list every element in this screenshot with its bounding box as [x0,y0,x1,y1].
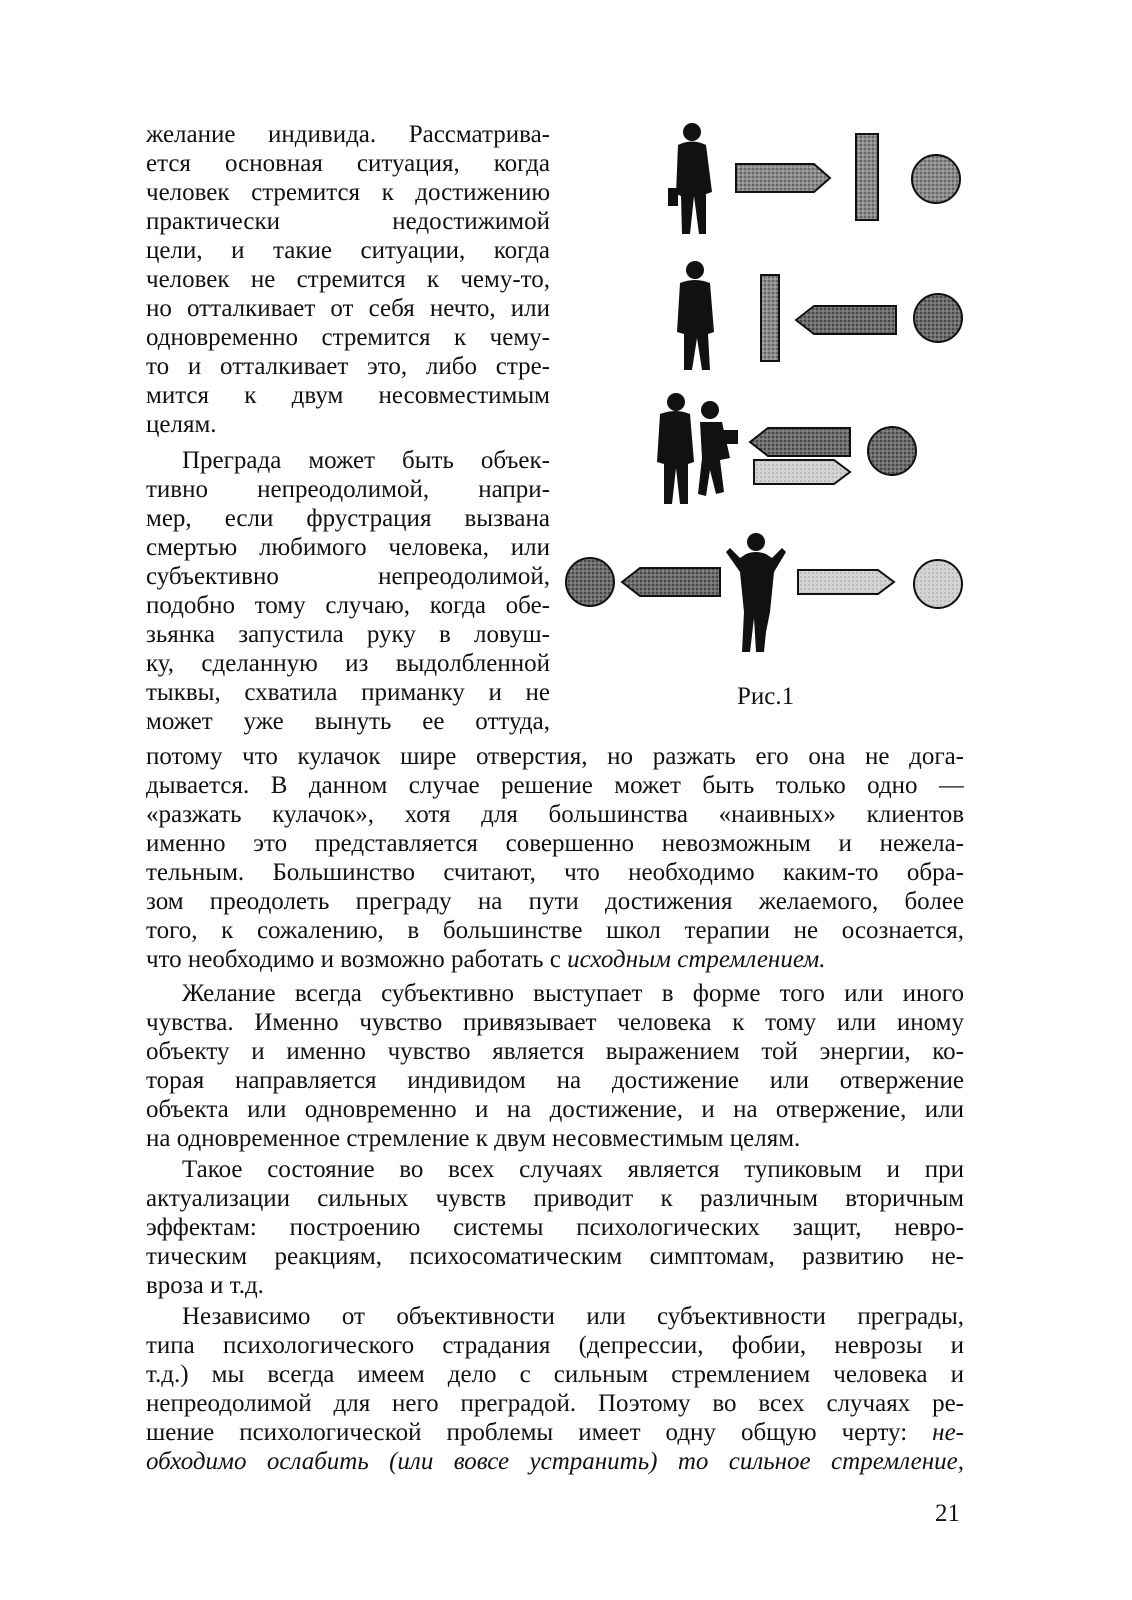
figure-illustration [560,112,980,672]
text-line: человек стремится к достижению [146,179,550,206]
text-line: ется основная ситуация, когда [146,150,550,177]
text-line-mixed [146,945,964,975]
text-line: вроза и т.д. [146,1272,264,1299]
goal-circle-icon [914,294,962,342]
text-line: т.д.) мы всегда имеем дело с сильным стремлением человека и [146,1361,964,1388]
text-line: объекта или одновременно и на достижение, и на отвержение, или [146,1096,964,1123]
arrow-right-icon [754,460,850,484]
text-line: Желание всегда субъективно выступает в форме того или иного [182,980,964,1007]
row-2-figure [677,261,962,370]
text-line: зом преодолеть преграду на пути достижения желаемого, более [146,888,964,915]
text-line: желание индивида. Рассматрива- [146,121,550,148]
goal-circle-icon [566,558,614,606]
person-icon [726,533,786,652]
page-number: 21 [935,1500,960,1527]
text-line: мер, если фрустрация вызвана [146,505,550,532]
text-line: тельным. Большинство считают, что необходимо каким-то обра- [146,859,964,886]
text-line: тыквы, схватила приманку и не [146,679,550,706]
text-line: потому что кулачок шире отверстия, но разжать его она не дога- [146,743,964,770]
text-line: именно это представляется совершенно невозможным и нежела- [146,830,964,857]
row-3-figure [657,393,916,504]
text-line: того, к сожалению, в большинстве школ терапии не осознается, [146,917,964,944]
arrow-left-icon [796,306,896,334]
text-line: эффектам: построению системы психологических защит, невро- [146,1214,964,1241]
text-line-mixed [146,1418,964,1448]
text-line: Такое состояние во всех случаях является тупиковым и при [182,1156,964,1183]
text-line: подобно тому случаю, когда обе- [146,592,550,619]
emphasis-text: исходным стремлением. [567,946,826,973]
text-run: шение психологической проблемы имеет одну общую черту: [146,1419,933,1446]
text-line: целям. [146,411,217,438]
emphasis-text: не- [932,1419,964,1446]
text-line: «разжать кулачок», хотя для большинства «наивных» клиентов [146,801,964,828]
goal-circle-icon [914,560,962,608]
text-line: Независимо от объективности или субъективности преграды, [182,1303,964,1330]
text-line: дывается. В данном случае решение может быть только одно — [146,772,964,799]
text-line: смертью любимого человека, или [146,534,550,561]
text-line: человек не стремится к чему-то, [146,266,550,293]
text-line: чувства. Именно чувство привязывает человека к тому или иному [146,1009,964,1036]
figure-caption: Рис.1 [737,683,795,710]
text-line: практически недостижимой [146,208,550,235]
text-line: непреодолимой для него преградой. Поэтому во всех случаях ре- [146,1390,964,1417]
text-line: зьянка запустила руку в ловуш- [146,621,550,648]
text-line: мится к двум несовместимым [146,382,550,409]
text-line: но отталкивает от себя нечто, или [146,295,550,322]
text-line: тическим реакциям, психосоматическим симптомам, развитию не- [146,1243,964,1270]
text-line: цели, и такие ситуации, когда [146,237,550,264]
text-line: объекту и именно чувство является выражением той энергии, ко- [146,1038,964,1065]
person-icon [668,123,712,234]
arrow-left-icon [750,428,850,456]
text-line: одновременно стремится к чему- [146,324,550,351]
goal-circle-icon [912,155,960,203]
text-line: ку, сделанную из выдолбленной [146,650,550,677]
arrow-left-icon [622,568,720,596]
arrow-right-icon [798,570,894,594]
goal-circle-icon [868,427,916,475]
text-line: может уже вынуть ее оттуда, [146,708,550,735]
text-line: на одновременное стремление к двум несовместимым целям. [146,1125,801,1152]
person-icon [677,261,714,370]
text-line: Преграда может быть объек- [182,447,550,474]
text-line: тивно непреодолимой, напри- [146,476,550,503]
text-line: торая направляется индивидом на достижение или отвержение [146,1067,964,1094]
row-4-figure [566,533,962,652]
couple-icon [657,393,738,504]
arrow-right-icon [736,164,830,192]
barrier-icon [856,134,878,220]
barrier-icon [761,275,779,361]
text-line-italic: обходимо ослабить (или вовсе устранить) то сильное стремление, [146,1448,964,1475]
row-1-figure [668,123,960,234]
text-line: типа психологического страдания (депрессии, фобии, неврозы и [146,1332,964,1359]
text-run: что необходимо и возможно работать с [146,946,568,973]
text-line: то и отталкивает это, либо стре- [146,353,550,380]
text-line: субъективно непреодолимой, [146,563,550,590]
text-line: актуализации сильных чувств приводит к различным вторичным [146,1185,964,1212]
